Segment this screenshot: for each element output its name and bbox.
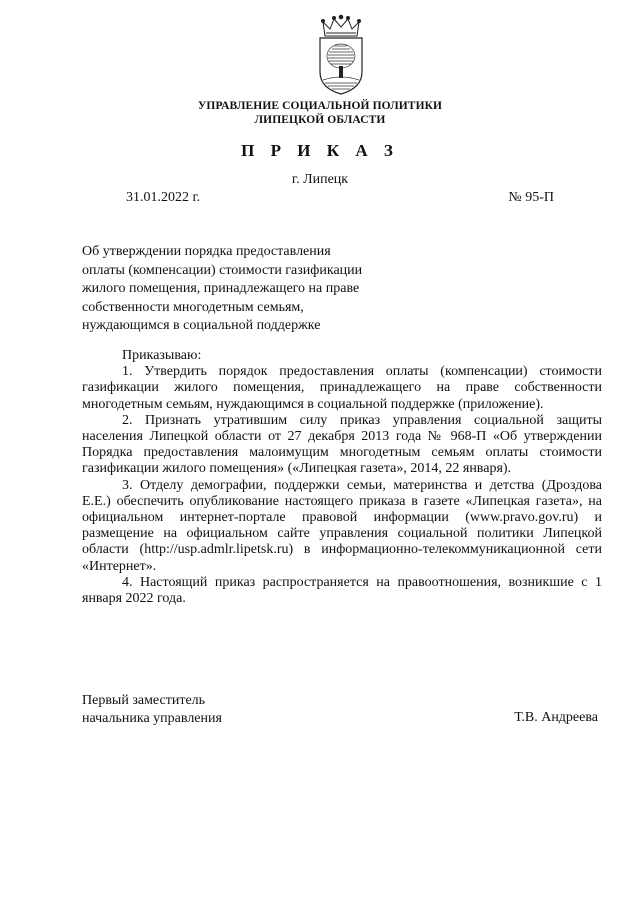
document-title: П Р И К А З — [241, 141, 399, 160]
signatory-name: Т.В. Андреева — [514, 710, 598, 725]
document-number: № 95-П — [508, 190, 554, 205]
document-subject — [82, 243, 402, 336]
document-date: 31.01.2022 г. — [126, 190, 201, 205]
order-paragraph-1: 1. Утвердить порядок предоставления оплаты (компенсации) стоимости газификации жилого помещения, принадлежащего на праве собственности многодетным семьям, нуждающимся в социальной поддержке (приложение). — [82, 364, 602, 412]
organization-name-line1: УПРАВЛЕНИЕ СОЦИАЛЬНОЙ ПОЛИТИКИ — [197, 100, 443, 112]
order-intro: Приказываю: — [122, 348, 202, 363]
signatory-position-line2: начальника управления — [82, 711, 222, 726]
subject-line: Об утверждении порядка предоставления — [82, 244, 331, 259]
order-paragraph-4: 4. Настоящий приказ распространяется на правоотношения, возникшие с 1 января 2022 года. — [82, 574, 602, 607]
document-city: г. Липецк — [291, 172, 349, 187]
subject-line: оплаты (компенсации) стоимости газификации — [82, 262, 363, 278]
order-paragraph-3: 3. Отделу демографии, поддержки семьи, материнства и детства (Дроздова Е.Е.) обеспечить опубликование настоящего приказа в газете «Липецкая газета», на официальном интернет-портале правовой информации (www.pravo.gov.ru) и размещение на официальном сайте управления социальной политики Липецкой области (http://usp.admlr.lipetsk.ru) в информационно-телекоммуникационной сети «Интернет». — [82, 477, 602, 574]
subject-line: собственности многодетным семьям, — [82, 299, 304, 315]
subject-line: нуждающимся в социальной поддержке — [82, 318, 321, 333]
document-body — [82, 348, 602, 607]
organization-name-line2: ЛИПЕЦКОЙ ОБЛАСТИ — [254, 114, 386, 126]
order-paragraph-2: 2. Признать утратившим силу приказ управления социальной защиты населения Липецкой области от 27 декабря 2013 года № 968-П «Об утверждении Порядка предоставления малоимущим многодетным семьям оплаты стоимости газификации жилого помещения» («Липецкая газета», 2014, 22 января). — [82, 412, 602, 477]
coat-of-arms-emblem — [315, 14, 367, 96]
subject-line: жилого помещения, принадлежащего на праве — [82, 281, 360, 296]
signatory-position-line1: Первый заместитель — [82, 693, 206, 708]
signatory-position — [82, 692, 222, 728]
